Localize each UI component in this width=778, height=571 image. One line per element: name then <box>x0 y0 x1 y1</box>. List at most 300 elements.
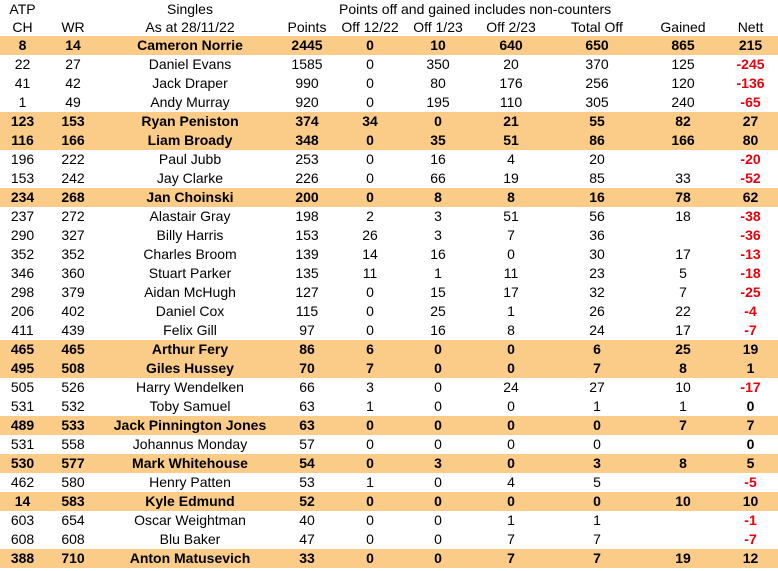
player-name: Mark Whitehouse <box>101 454 279 473</box>
ch-cell: 14 <box>0 492 45 511</box>
off-dec22-cell: 11 <box>362 265 378 281</box>
ch-cell: 352 <box>10 246 35 262</box>
gained-cell: 17 <box>675 322 691 338</box>
points-cell: 97 <box>299 322 315 338</box>
off-feb23-cell: 19 <box>503 170 519 186</box>
gained-cell <box>643 435 723 454</box>
ch-header: CH <box>12 19 33 35</box>
nett-cell: -136 <box>736 75 765 91</box>
wr-cell: 272 <box>61 208 85 224</box>
total-off-cell: 7 <box>551 359 643 378</box>
off-dec22-cell: 1 <box>366 474 374 490</box>
wr-cell: 533 <box>45 416 101 435</box>
off-dec22-cell: 0 <box>335 131 405 150</box>
ch-cell: 530 <box>0 454 45 473</box>
player-name: Harry Wendelken <box>136 379 244 395</box>
off-jan23-cell: 0 <box>434 512 442 528</box>
wr-cell: 268 <box>45 188 101 207</box>
total-off-cell: 24 <box>589 322 605 338</box>
off-dec22-cell: 7 <box>335 359 405 378</box>
off-dec22-cell: 0 <box>366 170 374 186</box>
nett-cell: -65 <box>740 94 761 110</box>
total-off-cell: 6 <box>551 340 643 359</box>
table-row <box>0 283 778 302</box>
points-cell: 66 <box>299 379 315 395</box>
table-row <box>0 226 778 245</box>
wr-cell: 242 <box>61 170 85 186</box>
wr-cell: 222 <box>61 151 85 167</box>
total-off-cell: 3 <box>551 454 643 473</box>
table-row <box>0 264 778 283</box>
player-name: Ryan Peniston <box>101 112 279 131</box>
ch-cell: 505 <box>10 379 35 395</box>
points-cell: 920 <box>295 94 319 110</box>
nett-cell: 10 <box>723 492 778 511</box>
total-off-cell: 32 <box>589 284 605 300</box>
nett-cell: -52 <box>740 170 761 186</box>
gained-cell <box>643 511 723 530</box>
gained-cell: 7 <box>679 284 687 300</box>
off-feb23-cell: 11 <box>503 265 519 281</box>
off-dec22-cell: 34 <box>335 112 405 131</box>
nett-cell: -36 <box>740 227 761 243</box>
off-feb23-cell: 8 <box>471 188 551 207</box>
off-jan23-cell: 0 <box>405 340 471 359</box>
wr-cell: 465 <box>45 340 101 359</box>
ch-cell: 123 <box>0 112 45 131</box>
nett-cell: 5 <box>723 454 778 473</box>
atp-header: ATP <box>9 1 36 17</box>
off-feb23-cell: 24 <box>503 379 519 395</box>
points-cell: 226 <box>295 170 319 186</box>
nett-cell: 215 <box>723 36 778 55</box>
ch-cell: 8 <box>0 36 45 55</box>
total-off-cell: 36 <box>589 227 605 243</box>
ch-cell: 462 <box>10 474 35 490</box>
table-row <box>0 435 778 454</box>
ch-cell: 603 <box>10 512 35 528</box>
off-jan23-cell: 350 <box>426 56 450 72</box>
off-feb23-cell: 0 <box>471 492 551 511</box>
table-row <box>0 321 778 340</box>
ch-cell: 411 <box>11 322 34 338</box>
off-dec22-cell: 14 <box>362 246 378 262</box>
table-row <box>0 74 778 93</box>
nett-cell: 27 <box>723 112 778 131</box>
off-jan23-cell: 8 <box>405 188 471 207</box>
player-name: Jack Pinnington Jones <box>101 416 279 435</box>
off-dec22-cell: 0 <box>366 94 374 110</box>
off-feb23-cell: 4 <box>507 151 515 167</box>
nett-cell: -38 <box>740 208 761 224</box>
ch-cell: 237 <box>10 208 35 224</box>
total-off-cell: 7 <box>593 531 601 547</box>
nett-cell: 62 <box>723 188 778 207</box>
player-name: Oscar Weightman <box>134 512 246 528</box>
gained-cell: 7 <box>643 416 723 435</box>
total-off-cell: 86 <box>551 131 643 150</box>
player-name: Jan Choinski <box>101 188 279 207</box>
off-dec22-cell: 0 <box>366 512 374 528</box>
wr-cell: 580 <box>61 474 85 490</box>
off-feb23-cell: 110 <box>499 94 523 110</box>
total-off-cell: 56 <box>589 208 605 224</box>
total-off-cell: 30 <box>589 246 605 262</box>
wr-cell: 27 <box>65 56 81 72</box>
off-jan23-cell: 0 <box>434 436 442 452</box>
off-jan23-cell: 10 <box>405 36 471 55</box>
off-feb23-cell: 1 <box>507 303 515 319</box>
gained-cell: 166 <box>643 131 723 150</box>
off-jan23-cell: 0 <box>434 398 442 414</box>
ch-cell: 116 <box>0 131 45 150</box>
points-cell: 135 <box>295 265 319 281</box>
off-dec22-cell: 0 <box>366 531 374 547</box>
off-dec22-cell: 0 <box>366 322 374 338</box>
gained-cell: 1 <box>679 398 687 414</box>
off-dec22-cell: 0 <box>335 188 405 207</box>
nett-cell: -245 <box>736 56 765 72</box>
gained-cell: 78 <box>643 188 723 207</box>
nett-cell: 1 <box>723 359 778 378</box>
off-jan23-cell: 15 <box>430 284 446 300</box>
wr-cell: 402 <box>61 303 85 319</box>
gained-cell: 19 <box>643 549 723 568</box>
header-row-1 <box>0 0 778 18</box>
off-jan23-cell: 80 <box>430 75 446 91</box>
off-jan23-header: Off 1/23 <box>413 19 463 35</box>
table-row <box>0 511 778 530</box>
off-feb23-cell: 0 <box>471 454 551 473</box>
off-feb23-cell: 7 <box>507 531 515 547</box>
total-off-header: Total Off <box>571 19 623 35</box>
points-cell: 198 <box>295 208 319 224</box>
table-row <box>0 207 778 226</box>
total-off-cell: 5 <box>593 474 601 490</box>
off-dec22-cell: 0 <box>335 549 405 568</box>
gained-cell: 8 <box>643 359 723 378</box>
wr-cell: 360 <box>61 265 85 281</box>
off-feb23-cell: 0 <box>507 436 515 452</box>
total-off-cell: 305 <box>585 94 609 110</box>
table-row <box>0 473 778 492</box>
off-feb23-cell: 7 <box>471 549 551 568</box>
player-name: Toby Samuel <box>149 398 231 414</box>
table-body <box>0 36 778 568</box>
gained-header: Gained <box>660 19 706 35</box>
total-off-cell: 0 <box>551 416 643 435</box>
player-name: Johannus Monday <box>132 436 248 452</box>
table-row <box>0 302 778 321</box>
table-row <box>0 93 778 112</box>
off-jan23-cell: 16 <box>430 151 446 167</box>
total-off-cell: 0 <box>551 492 643 511</box>
table-row <box>0 359 778 378</box>
gained-cell: 18 <box>675 208 691 224</box>
nett-cell: -5 <box>744 474 757 490</box>
gained-cell: 22 <box>675 303 691 319</box>
total-off-cell: 370 <box>585 56 609 72</box>
player-name: Andy Murray <box>150 94 230 110</box>
points-cell: 86 <box>279 340 335 359</box>
off-jan23-cell: 0 <box>405 549 471 568</box>
off-jan23-cell: 66 <box>430 170 446 186</box>
points-cell: 47 <box>299 531 315 547</box>
nett-cell: 12 <box>723 549 778 568</box>
ch-cell: 41 <box>14 75 31 91</box>
wr-cell: 526 <box>61 379 85 395</box>
table-row <box>0 55 778 74</box>
total-off-cell: 1 <box>593 512 601 528</box>
wr-cell: 710 <box>45 549 101 568</box>
gained-cell: 33 <box>675 170 691 186</box>
off-feb23-cell: 0 <box>507 398 515 414</box>
as-at-header: As at 28/11/22 <box>145 19 235 35</box>
points-cell: 127 <box>295 284 319 300</box>
ch-cell: 495 <box>0 359 45 378</box>
nett-cell: -25 <box>740 284 761 300</box>
wr-cell: 352 <box>61 246 85 262</box>
player-name: Anton Matusevich <box>101 549 279 568</box>
nett-cell: -13 <box>740 246 761 262</box>
off-dec22-cell: 0 <box>335 454 405 473</box>
wr-cell: 558 <box>61 436 85 452</box>
player-name: Giles Hussey <box>101 359 279 378</box>
off-jan23-cell: 3 <box>434 208 442 224</box>
off-feb23-cell: 21 <box>471 112 551 131</box>
total-off-cell: 23 <box>589 265 605 281</box>
player-name: Jack Draper <box>152 75 228 91</box>
off-feb23-cell: 1 <box>507 512 515 528</box>
player-name: Kyle Edmund <box>101 492 279 511</box>
ch-cell: 465 <box>0 340 45 359</box>
ch-cell: 196 <box>10 151 35 167</box>
gained-cell: 17 <box>675 246 691 262</box>
points-cell: 200 <box>279 188 335 207</box>
total-off-cell: 1 <box>593 398 601 414</box>
singles-header: Singles <box>167 1 213 17</box>
gained-cell: 125 <box>671 56 695 72</box>
points-cell: 54 <box>279 454 335 473</box>
ch-cell: 1 <box>18 94 27 110</box>
wr-cell: 532 <box>61 398 85 414</box>
wr-cell: 577 <box>45 454 101 473</box>
table-row <box>0 112 778 131</box>
off-dec22-cell: 0 <box>335 492 405 511</box>
player-name: Blu Baker <box>159 531 221 547</box>
off-jan23-cell: 0 <box>434 531 442 547</box>
points-cell: 53 <box>299 474 315 490</box>
table-row <box>0 378 778 397</box>
player-name: Henry Patten <box>149 474 231 490</box>
points-cell: 70 <box>279 359 335 378</box>
off-feb23-header: Off 2/23 <box>486 19 536 35</box>
table-row <box>0 340 778 359</box>
off-feb23-cell: 0 <box>471 359 551 378</box>
total-off-cell: 16 <box>551 188 643 207</box>
wr-cell: 608 <box>61 531 85 547</box>
table-row <box>0 245 778 264</box>
nett-cell: 80 <box>723 131 778 150</box>
player-name: Charles Broom <box>143 246 237 262</box>
total-off-cell: 0 <box>593 436 601 452</box>
total-off-cell: 650 <box>551 36 643 55</box>
player-name: Aidan McHugh <box>144 284 236 300</box>
off-dec22-cell: 1 <box>366 398 374 414</box>
off-feb23-cell: 4 <box>507 474 515 490</box>
wr-cell: 439 <box>61 322 85 338</box>
player-name: Stuart Parker <box>148 265 232 281</box>
ch-cell: 608 <box>10 531 35 547</box>
nett-cell: 0 <box>746 436 755 452</box>
table-row <box>0 530 778 549</box>
points-cell: 40 <box>299 512 315 528</box>
off-jan23-cell: 0 <box>434 379 442 395</box>
off-jan23-cell: 0 <box>405 112 471 131</box>
off-jan23-cell: 0 <box>405 416 471 435</box>
wr-cell: 508 <box>45 359 101 378</box>
table-row <box>0 169 778 188</box>
player-name: Liam Broady <box>101 131 279 150</box>
off-jan23-cell: 195 <box>426 94 450 110</box>
off-dec22-cell: 0 <box>366 75 374 91</box>
off-dec22-cell: 0 <box>335 36 405 55</box>
points-cell: 374 <box>279 112 335 131</box>
off-dec22-cell: 2 <box>366 208 374 224</box>
points-cell: 2445 <box>279 36 335 55</box>
points-note-header: Points off and gained includes non-counters <box>339 1 612 17</box>
wr-cell: 42 <box>65 75 81 91</box>
wr-cell: 583 <box>45 492 101 511</box>
off-dec22-cell: 0 <box>366 303 374 319</box>
nett-cell: 7 <box>723 416 778 435</box>
nett-cell: -7 <box>744 322 757 338</box>
off-jan23-cell: 0 <box>405 359 471 378</box>
ch-cell: 489 <box>0 416 45 435</box>
points-cell: 153 <box>295 227 319 243</box>
total-off-cell: 27 <box>589 379 605 395</box>
off-jan23-cell: 0 <box>405 492 471 511</box>
off-feb23-cell: 17 <box>503 284 519 300</box>
ch-cell: 531 <box>10 436 35 452</box>
total-off-cell: 20 <box>589 151 605 167</box>
points-cell: 63 <box>279 416 335 435</box>
ch-cell: 234 <box>0 188 45 207</box>
ch-cell: 22 <box>14 56 31 72</box>
gained-cell: 82 <box>643 112 723 131</box>
nett-cell: -20 <box>740 151 761 167</box>
off-feb23-cell: 640 <box>471 36 551 55</box>
player-name: Cameron Norrie <box>101 36 279 55</box>
off-feb23-cell: 8 <box>507 322 515 338</box>
nett-header: Nett <box>737 19 764 35</box>
points-header: Points <box>287 19 327 35</box>
table-row <box>0 36 778 55</box>
gained-cell: 25 <box>643 340 723 359</box>
off-dec22-header: Off 12/22 <box>341 19 399 35</box>
points-cell: 52 <box>279 492 335 511</box>
off-feb23-cell: 20 <box>503 56 519 72</box>
points-cell: 990 <box>295 75 319 91</box>
points-cell: 139 <box>295 246 319 262</box>
gained-cell: 10 <box>675 379 691 395</box>
points-cell: 115 <box>295 303 319 319</box>
nett-cell: -4 <box>744 303 757 319</box>
total-off-cell: 55 <box>551 112 643 131</box>
player-name: Billy Harris <box>156 227 224 243</box>
gained-cell <box>643 473 723 492</box>
wr-cell: 14 <box>45 36 101 55</box>
wr-cell: 49 <box>65 94 81 110</box>
total-off-cell: 7 <box>551 549 643 568</box>
off-jan23-cell: 25 <box>430 303 446 319</box>
ch-cell: 388 <box>0 549 45 568</box>
off-dec22-cell: 0 <box>366 151 374 167</box>
player-name: Daniel Cox <box>155 303 225 319</box>
player-name: Arthur Fery <box>101 340 279 359</box>
points-cell: 253 <box>295 151 319 167</box>
player-name: Felix Gill <box>163 322 217 338</box>
table-row <box>0 397 778 416</box>
ch-cell: 206 <box>10 303 35 319</box>
wr-cell: 327 <box>61 227 85 243</box>
table-row <box>0 188 778 207</box>
gained-cell: 8 <box>643 454 723 473</box>
wr-header: WR <box>61 19 85 35</box>
gained-cell: 240 <box>671 94 695 110</box>
total-off-cell: 256 <box>585 75 609 91</box>
nett-cell: 0 <box>746 398 755 414</box>
off-jan23-cell: 0 <box>434 474 442 490</box>
header-row-2 <box>0 18 778 36</box>
gained-cell: 5 <box>679 265 687 281</box>
gained-cell: 10 <box>643 492 723 511</box>
ch-cell: 290 <box>10 227 35 243</box>
gained-cell: 865 <box>643 36 723 55</box>
points-cell: 57 <box>299 436 315 452</box>
off-dec22-cell: 6 <box>335 340 405 359</box>
off-feb23-cell: 51 <box>503 208 519 224</box>
wr-cell: 654 <box>61 512 85 528</box>
off-feb23-cell: 0 <box>471 340 551 359</box>
ch-cell: 298 <box>10 284 35 300</box>
points-cell: 1585 <box>291 56 323 72</box>
table-row <box>0 454 778 473</box>
total-off-cell: 85 <box>589 170 605 186</box>
gained-cell <box>643 530 723 549</box>
off-dec22-cell: 0 <box>366 56 374 72</box>
ch-cell: 346 <box>10 265 35 281</box>
nett-cell: 19 <box>723 340 778 359</box>
off-feb23-cell: 7 <box>507 227 515 243</box>
off-dec22-cell: 0 <box>335 416 405 435</box>
wr-cell: 166 <box>45 131 101 150</box>
off-jan23-cell: 16 <box>430 246 446 262</box>
ch-cell: 531 <box>10 398 35 414</box>
off-jan23-cell: 16 <box>430 322 446 338</box>
table-row <box>0 150 778 169</box>
points-cell: 348 <box>279 131 335 150</box>
off-feb23-cell: 0 <box>507 246 515 262</box>
off-feb23-cell: 51 <box>471 131 551 150</box>
player-name: Daniel Evans <box>148 56 232 72</box>
table-row <box>0 492 778 511</box>
off-dec22-cell: 0 <box>366 284 374 300</box>
nett-cell: -17 <box>740 379 761 395</box>
off-jan23-cell: 35 <box>405 131 471 150</box>
off-dec22-cell: 0 <box>366 436 374 452</box>
nett-cell: -1 <box>744 512 757 528</box>
